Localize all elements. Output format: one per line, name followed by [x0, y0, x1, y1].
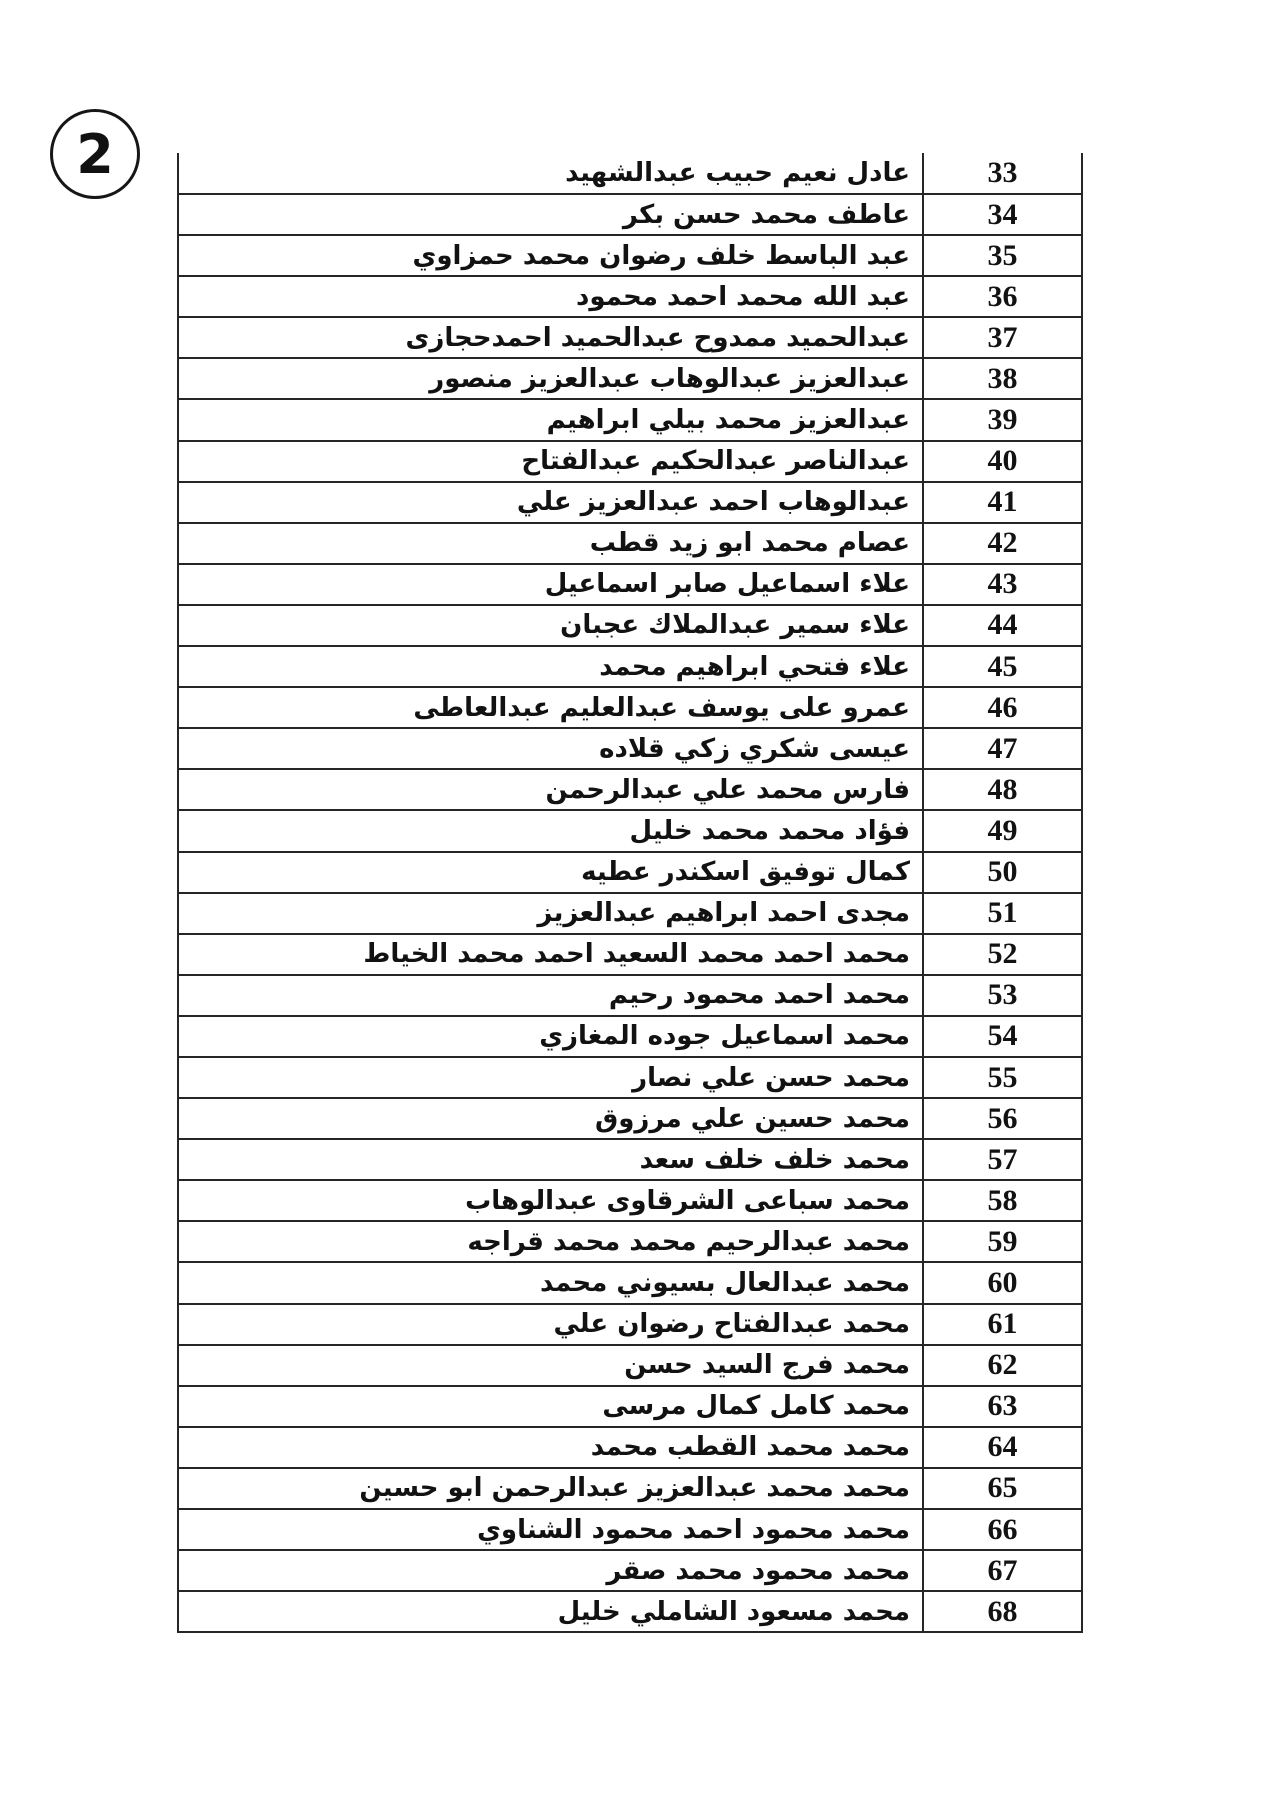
- name-cell: عبد الباسط خلف رضوان محمد حمزاوي: [179, 236, 924, 275]
- name-cell: فؤاد محمد محمد خليل: [179, 811, 924, 850]
- name-cell: محمد حسين علي مرزوق: [179, 1099, 924, 1138]
- name-cell: محمد احمد محمود رحيم: [179, 976, 924, 1015]
- number-cell: 35: [987, 238, 1018, 272]
- name-cell: علاء فتحي ابراهيم محمد: [179, 647, 924, 686]
- table-row: [179, 153, 1081, 195]
- name-cell: عبدالناصر عبدالحكيم عبدالفتاح: [179, 442, 924, 481]
- table-row: [179, 195, 1081, 236]
- number-cell: 39: [987, 403, 1018, 437]
- number-cell: 40: [987, 444, 1018, 478]
- name-cell: عبد الله محمد احمد محمود: [179, 277, 924, 316]
- name-cell: عبدالوهاب احمد عبدالعزيز علي: [179, 483, 924, 522]
- name-cell: محمد محمد عبدالعزيز عبدالرحمن ابو حسين: [179, 1469, 924, 1508]
- number-cell: 56: [987, 1101, 1018, 1135]
- number-cell: 62: [987, 1348, 1018, 1382]
- table-row: [179, 647, 1081, 688]
- name-cell: فارس محمد علي عبدالرحمن: [179, 770, 924, 809]
- table-row: [179, 606, 1081, 647]
- name-cell: علاء سمير عبدالملاك عجبان: [179, 606, 924, 645]
- number-cell: 36: [987, 279, 1018, 313]
- table-row: [179, 1469, 1081, 1510]
- name-cell: محمد محمود احمد محمود الشناوي: [179, 1510, 924, 1549]
- table-row: [179, 935, 1081, 976]
- table-row: [179, 976, 1081, 1017]
- table-row: [179, 1017, 1081, 1058]
- table-row: [179, 770, 1081, 811]
- name-cell: محمد محمود محمد صقر: [179, 1551, 924, 1590]
- name-cell: عيسى شكري زكي قلاده: [179, 729, 924, 768]
- name-cell: عبدالعزيز عبدالوهاب عبدالعزيز منصور: [179, 359, 924, 398]
- number-cell: 34: [987, 197, 1018, 231]
- number-cell: 37: [987, 320, 1018, 354]
- table-row: [179, 1428, 1081, 1469]
- number-cell: 43: [987, 567, 1018, 601]
- number-cell: 48: [987, 772, 1018, 806]
- table-row: [179, 359, 1081, 400]
- table-row: [179, 729, 1081, 770]
- name-cell: محمد حسن علي نصار: [179, 1058, 924, 1097]
- table-row: [179, 1181, 1081, 1222]
- number-cell: 33: [987, 156, 1018, 189]
- number-cell: 50: [987, 855, 1018, 889]
- name-cell: عبدالعزيز محمد بيلي ابراهيم: [179, 400, 924, 439]
- number-cell: 68: [987, 1594, 1018, 1628]
- number-cell: 57: [987, 1142, 1018, 1176]
- number-cell: 55: [987, 1060, 1018, 1094]
- table-row: [179, 565, 1081, 606]
- page-number: 2: [76, 122, 114, 186]
- table-row: [179, 1263, 1081, 1304]
- name-cell: عادل نعيم حبيب عبدالشهيد: [179, 153, 924, 193]
- number-cell: 59: [987, 1224, 1018, 1258]
- number-cell: 47: [987, 731, 1018, 765]
- name-cell: محمد اسماعيل جوده المغازي: [179, 1017, 924, 1056]
- number-cell: 51: [987, 896, 1018, 930]
- number-cell: 60: [987, 1265, 1018, 1299]
- name-cell: محمد خلف خلف سعد: [179, 1140, 924, 1179]
- number-cell: 38: [987, 361, 1018, 395]
- table-row: [179, 688, 1081, 729]
- table-row: [179, 1346, 1081, 1387]
- table-row: [179, 483, 1081, 524]
- table-row: [179, 894, 1081, 935]
- number-cell: 46: [987, 690, 1018, 724]
- name-cell: محمد عبدالعال بسيوني محمد: [179, 1263, 924, 1302]
- table-row: [179, 277, 1081, 318]
- number-cell: 53: [987, 978, 1018, 1012]
- name-cell: محمد مسعود الشاملي خليل: [179, 1592, 924, 1631]
- table-row: [179, 1387, 1081, 1428]
- name-cell: محمد كامل كمال مرسى: [179, 1387, 924, 1426]
- name-cell: مجدى احمد ابراهيم عبدالعزيز: [179, 894, 924, 933]
- name-cell: عمرو على يوسف عبدالعليم عبدالعاطى: [179, 688, 924, 727]
- table-row: [179, 318, 1081, 359]
- table-row: [179, 1551, 1081, 1592]
- name-cell: محمد محمد القطب محمد: [179, 1428, 924, 1467]
- number-cell: 52: [987, 937, 1018, 971]
- number-cell: 67: [987, 1553, 1018, 1587]
- number-cell: 49: [987, 813, 1018, 847]
- number-cell: 66: [987, 1512, 1018, 1546]
- table-row: [179, 1305, 1081, 1346]
- name-cell: محمد احمد محمد السعيد احمد محمد الخياط: [179, 935, 924, 974]
- page-number-badge: [50, 109, 140, 199]
- name-cell: عبدالحميد ممدوح عبدالحميد احمدحجازى: [179, 318, 924, 357]
- name-cell: عصام محمد ابو زيد قطب: [179, 524, 924, 563]
- name-cell: محمد فرج السيد حسن: [179, 1346, 924, 1385]
- name-cell: علاء اسماعيل صابر اسماعيل: [179, 565, 924, 604]
- number-cell: 42: [987, 526, 1018, 560]
- table-row: [179, 853, 1081, 894]
- name-cell: عاطف محمد حسن بكر: [179, 195, 924, 234]
- table-row: [179, 1140, 1081, 1181]
- number-cell: 61: [987, 1307, 1018, 1341]
- table-row: [179, 1058, 1081, 1099]
- roster-table: [177, 153, 1083, 1633]
- table-row: [179, 236, 1081, 277]
- number-cell: 44: [987, 608, 1018, 642]
- table-row: [179, 524, 1081, 565]
- table-row: [179, 1510, 1081, 1551]
- table-row: [179, 811, 1081, 852]
- number-cell: 65: [987, 1471, 1018, 1505]
- number-cell: 63: [987, 1389, 1018, 1423]
- table-row: [179, 1592, 1081, 1633]
- table-row: [179, 442, 1081, 483]
- number-cell: 45: [987, 649, 1018, 683]
- name-cell: محمد عبدالرحيم محمد محمد قراجه: [179, 1222, 924, 1261]
- table-row: [179, 400, 1081, 441]
- name-cell: محمد سباعى الشرقاوى عبدالوهاب: [179, 1181, 924, 1220]
- table-row: [179, 1099, 1081, 1140]
- number-cell: 41: [987, 485, 1018, 519]
- name-cell: كمال توفيق اسكندر عطيه: [179, 853, 924, 892]
- name-cell: محمد عبدالفتاح رضوان علي: [179, 1305, 924, 1344]
- number-cell: 54: [987, 1019, 1018, 1053]
- table-row: [179, 1222, 1081, 1263]
- number-cell: 58: [987, 1183, 1018, 1217]
- number-cell: 64: [987, 1430, 1018, 1464]
